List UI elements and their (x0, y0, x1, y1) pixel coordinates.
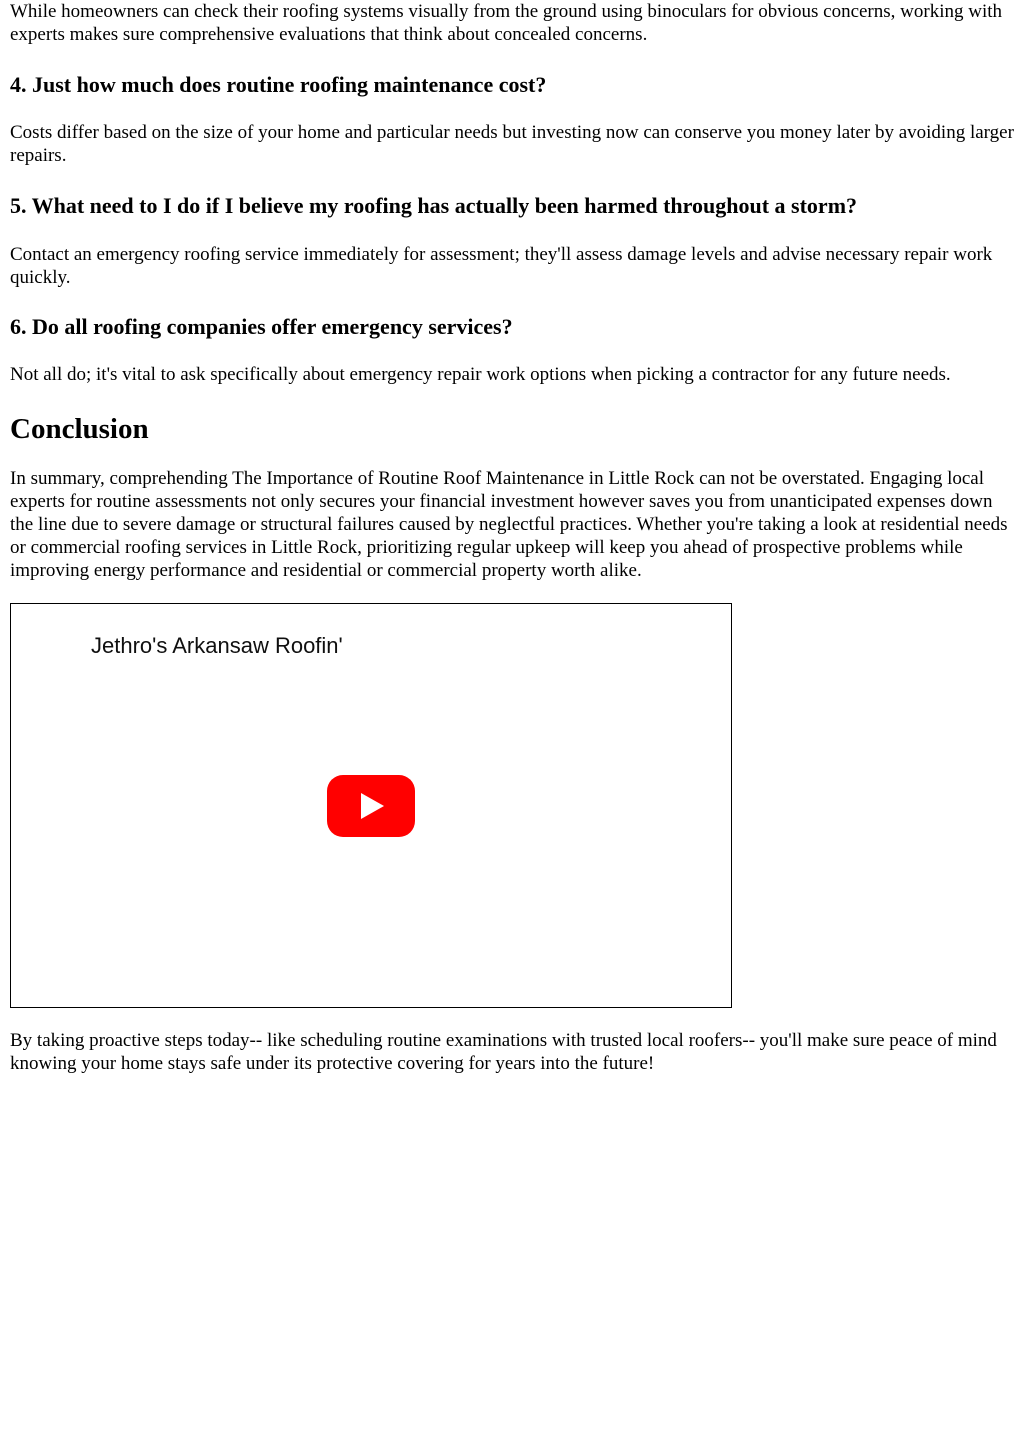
faq-answer-5: Contact an emergency roofing service immediately for assessment; they'll assess damage levels and advise necessary repair work quickly. (10, 244, 993, 288)
faq-answer-4: Costs differ based on the size of your home and particular needs but investing now can conserve you money later by avoiding larger repairs. (10, 122, 1014, 166)
conclusion-paragraph: In summary, comprehending The Importance of Routine Roof Maintenance in Little Rock can not be overstated. Engaging local experts for routine assessments not only secures your financial investment however saves you from unanticipated expenses down the line due to severe damage or structural failures caused by neglectful practices. Whether you're taking a look at residential needs or commercial roofing services in Little Rock, prioritizing regular upkeep will keep you ahead of prospective problems while improving energy performance and residential or commercial property worth alike. (10, 468, 1008, 581)
intro-paragraph: While homeowners can check their roofing systems visually from the ground using binoculars for obvious concerns, working with experts makes sure comprehensive evaluations that think about concealed concerns. (10, 1, 1003, 45)
faq-question-6: 6. Do all roofing companies offer emergency services? (10, 314, 513, 339)
faq-answer-6: Not all do; it's vital to ask specifically about emergency repair work options when picking a contractor for any future needs. (10, 364, 951, 385)
final-paragraph: By taking proactive steps today-- like scheduling routine examinations with trusted local roofers-- you'll make sure peace of mind knowing your home stays safe under its protective covering for years into the future! (10, 1030, 997, 1074)
faq-question-5: 5. What need to I do if I believe my roofing has actually been harmed throughout a storm? (10, 193, 858, 218)
conclusion-heading: Conclusion (10, 413, 149, 445)
embedded-video-player[interactable] (10, 603, 732, 1008)
article-content (10, 0, 1014, 1075)
faq-question-4: 4. Just how much does routine roofing maintenance cost? (10, 72, 547, 97)
youtube-play-icon[interactable] (327, 775, 415, 837)
video-title-link[interactable]: Jethro's Arkansaw Roofin' (91, 633, 343, 658)
play-triangle-icon (361, 793, 384, 819)
